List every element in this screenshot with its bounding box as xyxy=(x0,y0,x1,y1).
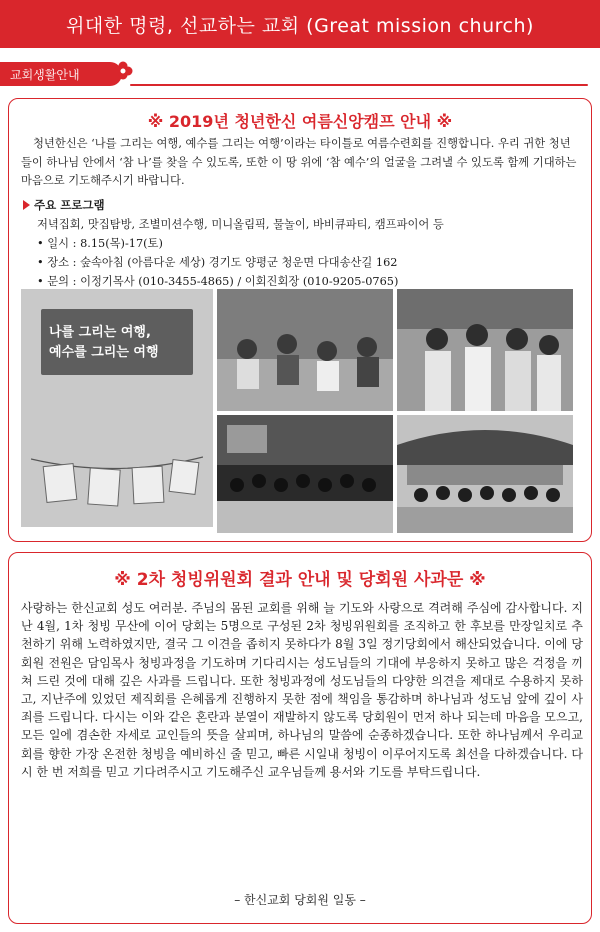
camp-title: ※ 2019년 청년한신 여름신앙캠프 안내 ※ xyxy=(147,112,453,131)
apology-notice-box xyxy=(8,552,592,924)
camp-photo-group-outdoor xyxy=(397,289,573,411)
program-items: 저녁집회, 맛집탐방, 조별미션수행, 미니올림픽, 물놀이, 바비큐파티, 캠프파이어 등 xyxy=(37,218,444,231)
triangle-bullet-icon xyxy=(23,200,30,210)
camp-poster-image xyxy=(21,289,213,527)
camp-photo-worship-hall xyxy=(217,415,393,533)
program-heading xyxy=(23,197,105,213)
section-tab xyxy=(0,62,122,86)
apology-signature: – 한신교회 당회원 일동 – xyxy=(234,893,366,907)
camp-details xyxy=(37,215,587,291)
camp-notice-box xyxy=(8,98,592,542)
camp-date: • 일시 : 8.15(목)-17(토) xyxy=(37,237,163,250)
page-title: 위대한 명령, 선교하는 교회 (Great mission church) xyxy=(66,14,534,37)
camp-photo-hanok-group xyxy=(397,415,573,533)
camp-intro: 청년한신은 ‘나를 그리는 여행, 예수를 그리는 여행’이라는 타이틀로 여름수련회를 진행합니다. 우리 귀한 청년들이 하나님 안에서 ‘참 나’를 찾을 수 있도록, 또한 이 땅 위에 ‘참 예수’의 얼굴을 그려낼 수 있도록 함께 기대하는 마음으로 기도해주시기 바랍니다. xyxy=(21,137,577,187)
apology-body: 사랑하는 한신교회 성도 여러분. 주님의 몸된 교회를 위해 늘 기도와 사랑으로 격려해 주심에 감사합니다. 지난 4월, 1차 청빙 무산에 이어 당회는 5명으로 구성된 2차 청빙위원회를 조직하고 한 후보를 만장일치로 추천하기 위해 노력하였지만, 결국 그 이견을 좁히지 못하다가 8월 3일 정기당회에서 해산되었습니다. 이에 당회원 전원은 담임목사 청빙과정을 기도하며 기다리시는 성도님들의 기대에 부응하지 못하고 많은 걱정을 끼쳐 드린 것에 대해 깊은 사과를 드립니다. 또한 청빙과정에 성도님들의 다양한 의견을 제대로 수용하지 못하고, 지난주에 있었던 제직회를 은혜롭게 진행하지 못한 점에 책임을 통감하며 하나님과 성도님 앞에 깊이 사죄를 드립니다. 다시는 이와 같은 혼란과 분열이 재발하지 않도록 당회원이 먼저 하나 되는데 마음을 모으고, 모든 일에 겸손한 자세로 교인들의 뜻을 살피며, 하나님의 말씀에 순종하겠습니다. 또한 하나님께서 우리교회를 향한 가장 온전한 청빙을 예비하신 줄 믿고, 빠른 시일내 청빙이 이루어지도록 최선을 다하겠습니다. 다시 한 번 저희를 믿고 기다려주시고 기도해주신 교우님들께 용서와 기도를 부탁드립니다. xyxy=(21,601,583,779)
apology-title: ※ 2차 청빙위원회 결과 안내 및 당회원 사과문 ※ xyxy=(114,570,486,590)
program-heading-label: 주요 프로그램 xyxy=(34,198,105,212)
photo-string-illustration xyxy=(31,449,203,519)
poster-title-line1: 나를 그리는 여행, xyxy=(49,325,151,340)
camp-photo-group-floor xyxy=(217,289,393,411)
section-tab-bar xyxy=(0,62,600,90)
camp-place: • 장소 : 숲속아침 (아름다운 세상) 경기도 양평군 청운면 다대송산길 162 xyxy=(37,256,398,269)
section-divider xyxy=(130,84,588,86)
page-header xyxy=(0,0,600,48)
poster-title-line2: 예수를 그리는 여행 xyxy=(49,345,159,360)
section-tab-label: 교회생활안내 xyxy=(10,67,80,82)
camp-contact: • 문의 : 이정기목사 (010-3455-4865) / 이회진회장 (010-9205-0765) xyxy=(37,275,399,288)
flower-icon xyxy=(112,60,134,82)
